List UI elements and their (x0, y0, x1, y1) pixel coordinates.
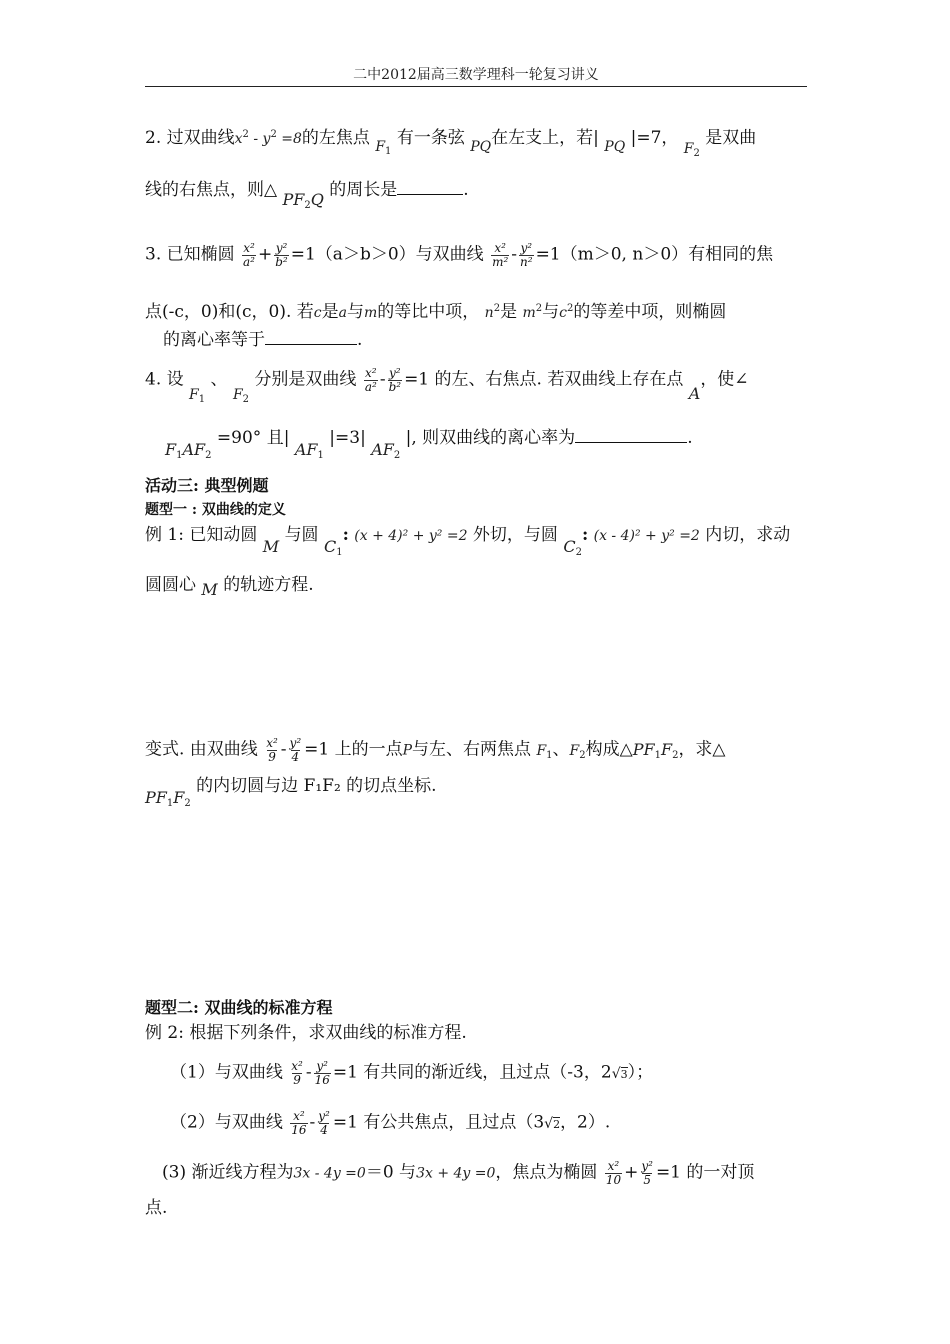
q4-text-d: =1 的左、右焦点. 若双曲线上存在点 (404, 369, 684, 390)
ex1-line1: 例 1: 已知动圆 M 与圆 $C_1$: (x + 4)² + y² =2 外切，与圆 $C_2$: (x - 4)² + y² =2 内切，求动 (145, 525, 791, 558)
q3-n2: $n^2$ (484, 303, 501, 321)
q3-text-e: 是 (321, 302, 339, 322)
variant-p: P (402, 742, 413, 759)
ex2-p3-text-a: (3) 渐近线方程为 (162, 1162, 294, 1183)
q4-af2: $AF_2$ (371, 440, 401, 461)
q2-text-h: 的周长是 (329, 180, 398, 200)
ex1-eq1: (x + 4)² + y² =2 (354, 528, 468, 544)
ex2-p2-text-c: ，2）. (560, 1112, 611, 1133)
ex2-p3-frac-y25: $\frac{\text{y²}}{5}$ (641, 1159, 653, 1187)
q2-answer-blank[interactable] (397, 180, 463, 195)
variant-text-b: =1 上的一点 (304, 739, 403, 760)
q3-frac-x2a2: $\frac{\text{x²}}{\text{a²}}$ (243, 241, 255, 269)
variant-frac-y24: $\frac{\text{y²}}{4}$ (289, 736, 302, 764)
page-header: 二中2012届高三数学理科一轮复习讲义 (353, 67, 599, 83)
variant-pf1f2: $PF_1F_2$ (632, 739, 679, 761)
q4-text-c: 分别是双曲线 (254, 369, 357, 390)
q3-text-c: =1（m＞0, n＞0）有相同的焦 (535, 244, 774, 265)
q3-m2: $m^2$ (522, 303, 543, 321)
q2-line2 (145, 180, 469, 211)
q4-f1af2: $F_1AF_2$ (165, 440, 212, 461)
ex2-intro: 例 2: 根据下列条件，求双曲线的标准方程. (145, 1023, 467, 1043)
q4-text-b: 、 (210, 369, 228, 390)
variant-text-g: 的内切圆与边 F₁F₂ 的切点坐标. (196, 776, 437, 796)
activity3-title: 活动三: 典型例题 (145, 476, 269, 495)
variant-pf1f2-2: $PF_1F_2$ (145, 788, 191, 809)
ex2-p1-text-a: （1）与双曲线 (170, 1062, 283, 1083)
q4-text-h: |, 则双曲线的离心率为 (405, 428, 576, 448)
q2-text-d: 在左支上，若 (491, 128, 594, 148)
q2-text-g: 线的右焦点，则△ (145, 180, 278, 200)
q4-point-a: A (688, 383, 701, 403)
q2-end: . (463, 180, 469, 200)
ex2-p2-text-a: （2）与双曲线 (170, 1112, 283, 1133)
ex1-text-d: 内切，求动 (705, 525, 791, 545)
q4-end: . (687, 428, 693, 448)
q4-frac-y2b2: $\frac{\text{y²}}{\text{b²}}$ (388, 366, 402, 394)
ex1-text-a: 例 1: 已知动圆 (145, 525, 258, 545)
q3-end: . (357, 330, 363, 350)
type2-title: 题型二: 双曲线的标准方程 (145, 998, 333, 1017)
ex2-p3-text-b: ＝0 与 (365, 1162, 417, 1183)
q4-f1: F1 (189, 386, 206, 405)
ex2-part3: (3) 渐近线方程为3x - 4y =0＝0 与3x + 4y =0，焦点为椭圆 $\frac{\text{x²}}{10}$ + $\frac{\text{y²}}{5}$ =1 的一对顶 (162, 1159, 755, 1187)
type1-title: 题型一 : 双曲线的定义 (145, 502, 286, 518)
q4-af1: $AF_1$ (294, 440, 324, 461)
ex2-part3-end: 点. (145, 1198, 168, 1218)
ex2-p2-sqrt2: √2 (544, 1115, 561, 1132)
ex2-p1-text-b: =1 有共同的渐近线，且过点（-3，2 (332, 1062, 612, 1083)
q4-f2: F2 (232, 386, 250, 405)
q2-f2: F2 (683, 141, 700, 159)
ex2-p1-frac-y216: $\frac{\text{y²}}{16}$ (314, 1059, 330, 1087)
q3-c2: $c^2$ (559, 303, 574, 321)
q2-text-e: |=7， (630, 128, 679, 148)
ex2-p3-text-c: ，焦点为椭圆 (495, 1162, 598, 1183)
variant-line2 (145, 776, 437, 809)
q2-line1: 2. 过双曲线$x^2 - y^2 =8$的左焦点 $_{F_1}$ 有一条弦 $_{PQ}$在左支上，若| $_{PQ}$ |=7， $_{F_2}$ 是双曲 (145, 128, 757, 159)
q4-line1: 4. 设 $_{F_1}$ 、 $_{F_2}$ 分别是双曲线 $\frac{\text{x²}}{\text{a²}}$ - $\frac{\text{y²}}{\text{b²}}$ =1 的左、右焦点. 若双曲线上存在点 A，使∠ (145, 366, 749, 405)
variant-text-c: 与左、右两焦点 (412, 739, 532, 760)
q3-text-a: 3. 已知椭圆 (145, 244, 235, 265)
q3-line2 (145, 304, 726, 321)
q2-text-c: 有一条弦 (396, 128, 465, 148)
variant-f2: $F_2$ (569, 742, 586, 761)
q3-text-d: 点(-c，0)和(c，0). 若 (145, 302, 314, 322)
ex2-p1-frac-x29: $\frac{\text{x²}}{9}$ (291, 1059, 303, 1087)
ex2-p3-frac-x210: $\frac{\text{x²}}{10}$ (605, 1159, 622, 1187)
q2-equation: $x^2 - y^2 =8$ (234, 129, 302, 147)
ex2-part2: （2）与双曲线 $\frac{\text{x²}}{16}$ - $\frac{\text{y²}}{4}$ =1 有公共焦点，且过点（3√2，2）. (170, 1109, 611, 1137)
ex1-text-b: 与圆 (284, 525, 319, 545)
header-rule (145, 86, 807, 87)
q3-frac-y2n2: $\frac{\text{y²}}{\text{n²}}$ (520, 241, 533, 269)
q3-text-g: 的等比中项， (377, 302, 480, 322)
variant-text-e: 构成△ (585, 739, 633, 760)
q2-triangle: $PF_2Q$ (282, 190, 324, 211)
ex2-p3-text-d: =1 的一对顶 (655, 1162, 755, 1183)
q3-text-f: 与 (346, 302, 364, 322)
ex2-p2-text-b: =1 有公共焦点，且过点（3 (332, 1112, 545, 1133)
q3-answer-blank[interactable] (265, 330, 357, 345)
q4-text-f: =90° 且| (216, 428, 290, 448)
ex1-c2: $C_2$ (563, 537, 582, 558)
ex2-p2-frac-y24: $\frac{\text{y²}}{4}$ (318, 1109, 330, 1137)
ex1-text-c: 外切，与圆 (472, 525, 558, 545)
ex1-m2: M (201, 580, 218, 599)
ex2-part1: （1）与双曲线 $\frac{\text{x²}}{9}$ - $\frac{\text{y²}}{16}$ =1 有共同的渐近线，且过点（-3，2√3）； (170, 1059, 654, 1087)
q3-text-b: =1（a＞b＞0）与双曲线 (290, 244, 484, 265)
q4-frac-x2a2: $\frac{\text{x²}}{\text{a²}}$ (364, 366, 377, 394)
q2-pq-abs: PQ (604, 139, 626, 155)
q3-line1: 3. 已知椭圆 $\frac{\text{x²}}{\text{a²}}$ + $\frac{\text{y²}}{\text{b²}}$ =1（a＞b＞0）与双曲线 $\frac{\text{x²}}{\text{m²}}$ - $\frac{\text{y²}}{\text{n²}}$ =1（m＞0, n＞0）有相同的焦 (145, 241, 774, 269)
variant-f1: $F_1$ (536, 742, 553, 761)
ex1-eq2: (x - 4)² + y² =2 (593, 528, 700, 544)
ex1-c1: $C_1$ (323, 537, 343, 558)
q4-answer-blank[interactable] (575, 428, 687, 443)
q3-frac-x2m2: $\frac{\text{x²}}{\text{m²}}$ (492, 241, 509, 269)
q3-text-h: 是 (500, 302, 518, 322)
q3-c: c (313, 305, 322, 321)
q2-pq: PQ (470, 139, 492, 155)
ex1-line2 (145, 575, 314, 599)
variant-text-d: 、 (552, 739, 570, 760)
ex1-text-f: 的轨迹方程. (223, 575, 314, 595)
variant-frac-x29: $\frac{\text{x²}}{9}$ (266, 736, 278, 764)
q4-text-a: 4. 设 (145, 369, 184, 390)
q3-text-j: 的等差中项，则椭圆 (573, 302, 727, 322)
q4-line2 (165, 428, 693, 461)
q3-a: a (338, 305, 347, 321)
ex2-p3-eq2: 3x + 4y =0 (416, 1165, 496, 1182)
ex2-p3-eq1: 3x - 4y =0 (293, 1165, 366, 1182)
variant-text-a: 变式. 由双曲线 (145, 739, 258, 760)
q3-frac-y2b2: $\frac{\text{y²}}{\text{b²}}$ (275, 241, 288, 269)
q4-text-g: |=3| (329, 428, 366, 448)
q2-text-b: 的左焦点 (301, 128, 370, 148)
q2-text-f: 是双曲 (705, 128, 757, 148)
ex2-p2-frac-x216: $\frac{\text{x²}}{16}$ (291, 1109, 307, 1137)
ex2-p1-sqrt3: √3 (611, 1065, 628, 1082)
ex1-text-e: 圆圆心 (145, 575, 196, 595)
ex1-m: M (262, 537, 280, 556)
q3-text-i: 与 (542, 302, 560, 322)
q3-line3 (163, 330, 362, 349)
ex2-p1-text-c: ）； (627, 1062, 654, 1083)
variant-line1: 变式. 由双曲线 $\frac{\text{x²}}{9}$ - $\frac{\text{y²}}{4}$ =1 上的一点P与左、右两焦点 $F_1$、$F_2$构成$\triangle PF_1F_2$，求△ (145, 736, 726, 764)
q2-f1: F1 (375, 139, 392, 157)
q2-text-a: 2. 过双曲线 (145, 128, 235, 148)
variant-text-f: ，求△ (678, 739, 726, 760)
q3-text-k: 的离心率等于 (163, 330, 265, 350)
q3-m: m (363, 305, 378, 321)
q4-text-e: ，使∠ (700, 369, 749, 390)
